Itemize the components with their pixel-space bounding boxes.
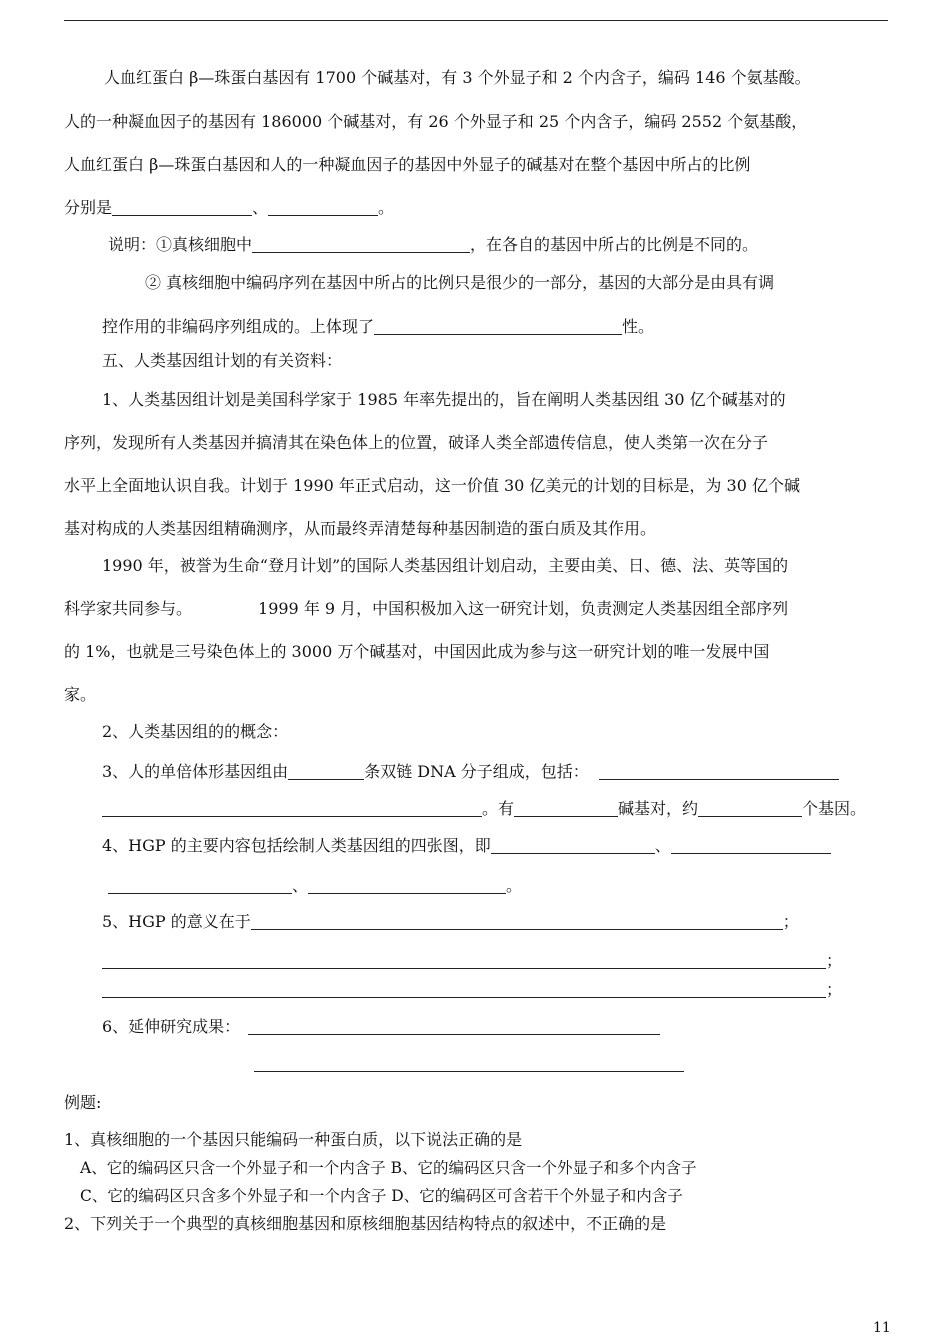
answer-blank-significance-3[interactable] xyxy=(102,981,826,998)
para1-line1: 人血红蛋白 β—珠蛋白基因有 1700 个碱基对，有 3 个外显子和 2 个内含子，编码 146 个氨基酸。 xyxy=(104,68,811,87)
q4-text: 4、HGP 的主要内容包括绘制人类基因组的四张图，即 xyxy=(102,836,491,855)
period: 。 xyxy=(378,198,395,217)
answer-blank-note[interactable] xyxy=(252,236,470,253)
hgp-para2-line1: 1990 年，被誉为生命“登月计划”的国际人类基因组计划启动，主要由美、日、德、法、英等国的 xyxy=(102,556,789,575)
answer-blank-map-1[interactable] xyxy=(491,837,655,854)
hgp-para1-line3: 水平上全面地认识自我。计划于 1990 年正式启动，这一价值 30 亿美元的计划的目标是，为 30 亿个碱 xyxy=(64,476,800,495)
para1-line4 xyxy=(64,198,394,218)
para1-label: 分别是 xyxy=(64,198,113,217)
question-5-line3 xyxy=(102,980,842,1000)
separator: ； xyxy=(826,980,843,999)
note-line1 xyxy=(108,235,758,255)
answer-blank-includes[interactable] xyxy=(599,763,839,780)
example-question-1: 1、真核细胞的一个基因只能编码一种蛋白质，以下说法正确的是 xyxy=(64,1130,523,1149)
note-text: ，在各自的基因中所占的比例是不同的。 xyxy=(470,235,759,254)
answer-blank-property[interactable] xyxy=(374,318,622,335)
question-2: 2、人类基因组的的概念： xyxy=(102,722,289,741)
separator: ； xyxy=(782,912,799,931)
examples-heading: 例题: xyxy=(64,1093,102,1112)
note-label: 说明：①真核细胞中 xyxy=(108,235,253,254)
hgp-para2-line4: 家。 xyxy=(64,685,97,704)
note-text: 性。 xyxy=(622,317,655,336)
answer-blank-includes-cont[interactable] xyxy=(102,800,482,817)
answer-blank-map-4[interactable] xyxy=(308,877,506,894)
q3-text: 条双链 DNA 分子组成，包括： xyxy=(364,762,589,781)
q3-text: 碱基对，约 xyxy=(618,799,699,818)
answer-blank-significance-2[interactable] xyxy=(102,952,826,969)
para1-line2: 人的一种凝血因子的基因有 186000 个碱基对，有 26 个外显子和 25 个内含子，编码 2552 个氨基酸， xyxy=(64,112,808,131)
header-rule xyxy=(64,20,888,21)
note-line3 xyxy=(102,317,654,337)
answer-blank-significance-1[interactable] xyxy=(251,913,783,930)
answer-blank-ratio-1[interactable] xyxy=(112,199,252,216)
hgp-para1-line1: 1、人类基因组计划是美国科学家于 1985 年率先提出的，旨在阐明人类基因组 30 亿个碱基对的 xyxy=(102,390,786,409)
answer-blank-dna-count[interactable] xyxy=(288,763,364,780)
answer-blank-results-1[interactable] xyxy=(248,1018,660,1035)
answer-blank-map-3[interactable] xyxy=(108,877,292,894)
answer-blank-base-pairs[interactable] xyxy=(514,800,618,817)
hgp-text: 科学家共同参与。 xyxy=(64,599,193,618)
note-line2: ② 真核细胞中编码序列在基因中所占的比例只是很少的一部分，基因的大部分是由具有调 xyxy=(145,273,775,292)
separator: ； xyxy=(826,951,843,970)
q5-text: 5、HGP 的意义在于 xyxy=(102,912,251,931)
hgp-para2-line3: 的 1%，也就是三号染色体上的 3000 万个碱基对，中国因此成为参与这一研究计划的唯一发展中国 xyxy=(64,642,770,661)
question-6-line2 xyxy=(254,1054,684,1074)
answer-blank-ratio-2[interactable] xyxy=(268,199,378,216)
separator: 、 xyxy=(252,198,269,217)
note-text: 控作用的非编码序列组成的。上体现了 xyxy=(102,317,375,336)
section-heading: 五、人类基因组计划的有关资料： xyxy=(102,351,343,370)
question-4-line1 xyxy=(102,836,831,856)
hgp-text: 1999 年 9 月，中国积极加入这一研究计划，负责测定人类基因组全部序列 xyxy=(258,599,789,618)
q3-text: 个基因。 xyxy=(802,799,867,818)
q3-text: 3、人的单倍体形基因组由 xyxy=(102,762,289,781)
question-6-line1 xyxy=(102,1017,660,1037)
page-number: 11 xyxy=(873,1320,891,1336)
question-3-line1 xyxy=(102,762,839,782)
answer-blank-results-2[interactable] xyxy=(254,1055,684,1072)
separator: 、 xyxy=(654,836,671,855)
question-5-line1 xyxy=(102,912,799,932)
period: 。 xyxy=(506,876,523,895)
hgp-para2-line2 xyxy=(64,599,788,619)
example-options-cd: C、它的编码区只含多个外显子和一个内含子 D、它的编码区可含若干个外显子和内含子 xyxy=(80,1187,683,1205)
hgp-para1-line2: 序列，发现所有人类基因并搞清其在染色体上的位置，破译人类全部遗传信息，使人类第一次在分子 xyxy=(64,433,769,452)
example-options-ab: A、它的编码区只含一个外显子和一个内含子 B、它的编码区只含一个外显子和多个内含子 xyxy=(80,1159,697,1177)
answer-blank-map-2[interactable] xyxy=(671,837,831,854)
separator: 、 xyxy=(292,876,309,895)
question-3-line2 xyxy=(102,799,866,819)
q6-text: 6、延伸研究成果： xyxy=(102,1017,241,1036)
para1-line3: 人血红蛋白 β—珠蛋白基因和人的一种凝血因子的基因中外显子的碱基对在整个基因中所占的比例 xyxy=(64,155,751,174)
question-4-line2 xyxy=(108,876,522,896)
question-5-line2 xyxy=(102,951,842,971)
example-question-2: 2、下列关于一个典型的真核细胞基因和原核细胞基因结构特点的叙述中，不正确的是 xyxy=(64,1214,667,1233)
answer-blank-gene-count[interactable] xyxy=(698,800,802,817)
hgp-para1-line4: 基对构成的人类基因组精确测序，从而最终弄清楚每种基因制造的蛋白质及其作用。 xyxy=(64,519,657,538)
q3-text: 。有 xyxy=(482,799,515,818)
